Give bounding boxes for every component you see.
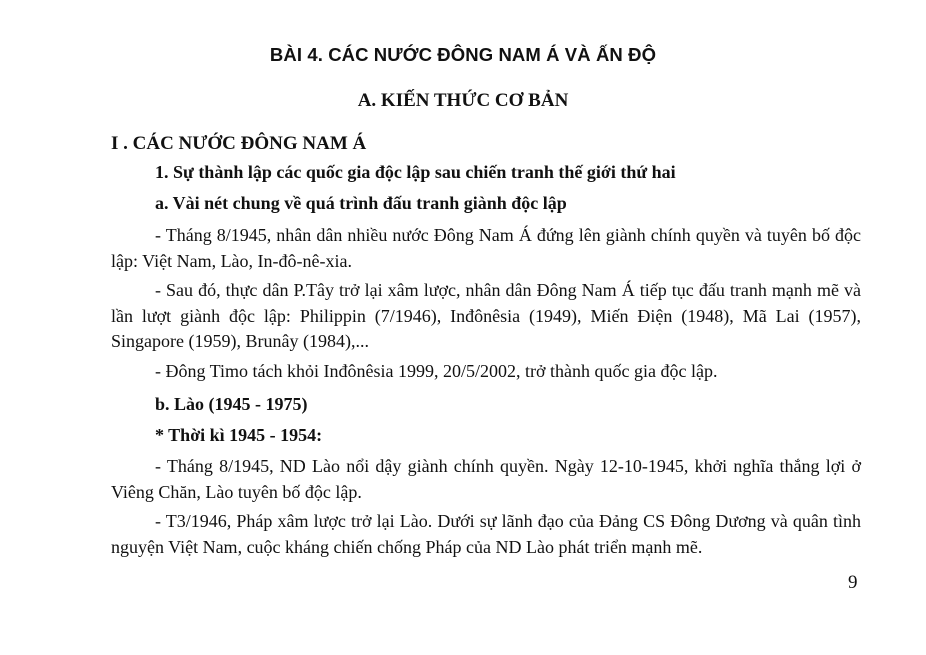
- paragraph-1: - Tháng 8/1945, nhân dân nhiều nước Đông Nam Á đứng lên giành chính quyền và tuyên bố độc lập: Việt Nam, Lào, In-đô-nê-xia.: [111, 225, 861, 271]
- paragraph-5: - T3/1946, Pháp xâm lược trở lại Lào. Dưới sự lãnh đạo của Đảng CS Đông Dương và quân tình nguyện Việt Nam, cuộc kháng chiến chống Pháp của ND Lào phát triển mạnh mẽ.: [111, 511, 861, 557]
- page-number: 9: [848, 572, 858, 593]
- section-subtitle: A. KIẾN THỨC CƠ BẢN: [357, 90, 569, 111]
- section-heading: I . CÁC NƯỚC ĐÔNG NAM Á: [111, 133, 367, 154]
- subsection-heading-1: 1. Sự thành lập các quốc gia độc lập sau chiến tranh thế giới thứ hai: [155, 162, 676, 182]
- paragraph-4: - Tháng 8/1945, ND Lào nổi dậy giành chính quyền. Ngày 12-10-1945, khởi nghĩa thắng lợi ở Viêng Chăn, Lào tuyên bố độc lập.: [111, 456, 861, 502]
- period-heading: * Thời kì 1945 - 1954:: [155, 425, 323, 445]
- paragraph-2: - Sau đó, thực dân P.Tây trở lại xâm lược, nhân dân Đông Nam Á tiếp tục đấu tranh mạnh mẽ và lần lượt giành độc lập: Philippin (7/1946), Inđônêsia (1949), Miến Điện (1948), Mã Lai (1957), Singapore (1959), Brunây (1984),...: [111, 280, 861, 351]
- subsection-heading-b: b. Lào (1945 - 1975): [155, 394, 308, 414]
- paragraph-3: - Đông Timo tách khỏi Inđônêsia 1999, 20/5/2002, trở thành quốc gia độc lập.: [155, 361, 718, 381]
- subsection-heading-a: a. Vài nét chung về quá trình đấu tranh giành độc lập: [155, 193, 567, 213]
- lesson-title: BÀI 4. CÁC NƯỚC ĐÔNG NAM Á VÀ ẤN ĐỘ: [269, 44, 657, 65]
